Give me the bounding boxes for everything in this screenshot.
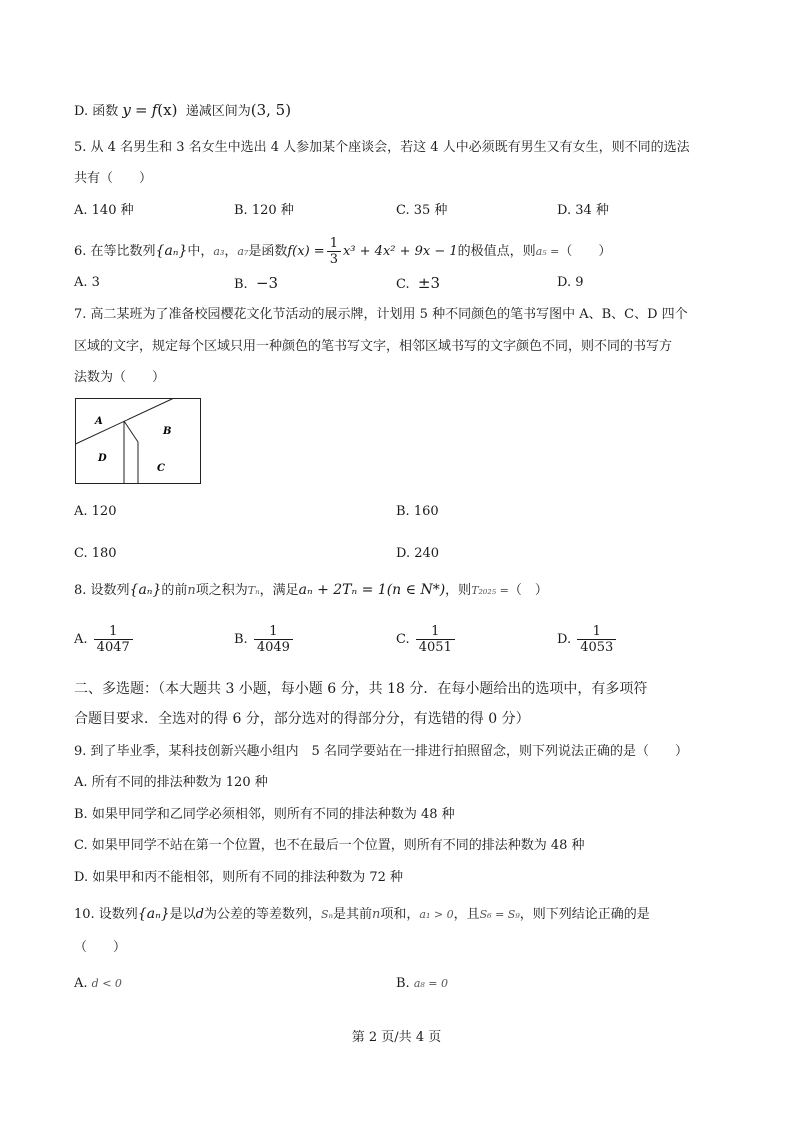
option-fraction <box>254 624 293 655</box>
region-label-d: D <box>98 453 107 464</box>
q8-text-2: 的前 <box>161 583 188 598</box>
region-label-b: B <box>163 426 172 437</box>
q10-option-b <box>396 975 448 993</box>
q10-text-6: ，且 <box>453 907 480 922</box>
q6-option-c <box>396 274 440 294</box>
math-y: y <box>122 101 131 119</box>
frac-denominator: 4047 <box>94 639 133 655</box>
q6-text-4: 的极值点，则 <box>457 244 536 259</box>
option-fraction <box>416 624 455 655</box>
region-diagram <box>75 398 203 486</box>
q5-option-a: A. 140 种 <box>74 203 134 218</box>
math-a7: a₇ <box>237 245 249 258</box>
q6-text-5: （ ） <box>559 244 612 259</box>
math-t2025: T₂₀₂₅ = <box>471 584 509 597</box>
q8-option-c <box>396 624 457 655</box>
option-value: a₈ = 0 <box>413 977 449 990</box>
q5-stem-line1: 5. 从 4 名男生和 3 名女生中选出 4 人参加某个座谈会，若这 4 人中必须既有男生又有女生，则不同的选法 <box>74 140 690 155</box>
q8-option-a <box>74 624 135 655</box>
q10-text-1: 10. 设数列 <box>74 907 138 922</box>
option-value: ±3 <box>417 274 441 292</box>
math-tn: Tₙ <box>247 584 260 597</box>
q8-text-5: ，则 <box>445 583 472 598</box>
math-n: n <box>187 583 196 598</box>
q9-option-d: D. 如果甲和丙不能相邻，则所有不同的排法种数为 72 种 <box>74 870 404 885</box>
section-heading-line2: 合题目要求．全选对的得 6 分，部分选对的得部分分，有选错的得 0 分） <box>74 711 530 727</box>
diagram-line-bc <box>124 421 138 442</box>
region-label-a: A <box>95 416 103 427</box>
option-label: B. <box>396 976 410 991</box>
math-a5: a₅ = <box>535 245 560 258</box>
q10-option-a <box>74 975 122 993</box>
math-seq: {aₙ} <box>129 582 162 598</box>
math-x: (x) <box>157 101 178 119</box>
q6-text-2: 中， <box>187 244 214 259</box>
math-f: f <box>151 101 158 119</box>
q8-stem <box>74 580 548 601</box>
option-fraction <box>94 624 133 655</box>
frac-numerator: 1 <box>329 236 338 251</box>
q5-option-c: C. 35 种 <box>396 203 448 218</box>
q6-option-b <box>234 274 278 294</box>
option-text: 递减区间为 <box>185 104 251 119</box>
frac-numerator: 1 <box>592 624 601 639</box>
q8-text-1: 8. 设数列 <box>74 583 130 598</box>
frac-denominator: 4051 <box>416 639 455 655</box>
q6-stem <box>74 236 611 267</box>
frac-numerator: 1 <box>109 624 118 639</box>
q5-option-b: B. 120 种 <box>234 203 294 218</box>
math-eq: = <box>135 101 148 119</box>
math-fx: f(x) = <box>287 244 325 259</box>
q6-text-1: 6. 在等比数列 <box>74 244 156 259</box>
q8-option-b <box>234 624 295 655</box>
q8-text-6: （ ） <box>508 583 548 598</box>
q10-text-4: 是其前 <box>333 907 373 922</box>
frac-numerator: 1 <box>269 624 278 639</box>
frac-denominator: 4049 <box>254 639 293 655</box>
q9-stem: 9. 到了毕业季，某科技创新兴趣小组内 5 名同学要站在一排进行拍照留念，则下列说法正确的是（ ） <box>74 744 688 759</box>
math-seq: {aₙ} <box>155 243 188 259</box>
frac-denominator: 4053 <box>577 639 616 655</box>
option-label: B. <box>234 632 248 647</box>
q7-option-a: A. 120 <box>74 504 117 519</box>
q7-stem-line2: 区域的文字，规定每个区域只用一种颜色的笔书写文字，相邻区域书写的文字颜色不同，则不同的书写方 <box>74 339 673 354</box>
q10-text-7: ，则下列结论正确的是 <box>519 907 650 922</box>
q10-text-3: 为公差的等差数列， <box>204 907 322 922</box>
option-label: A. <box>74 632 88 647</box>
q7-option-c: C. 180 <box>74 546 117 561</box>
option-label: B. <box>234 277 248 292</box>
option-label: A. <box>74 976 88 991</box>
q6-text-3: 是函数 <box>248 244 288 259</box>
q10-text-2: 是以 <box>169 907 196 922</box>
q8-text-4: ，满足 <box>259 583 299 598</box>
q8-option-d <box>557 624 618 655</box>
q7-option-b: B. 160 <box>396 504 439 519</box>
option-fraction <box>577 624 616 655</box>
math-n: n <box>372 907 381 922</box>
math-interval: (3, 5) <box>250 101 292 119</box>
q9-option-a: A. 所有不同的排法种数为 120 种 <box>74 775 268 790</box>
option-label: D. <box>557 632 572 647</box>
q10-text-5: 项和， <box>380 907 420 922</box>
math-condition: aₙ + 2Tₙ = 1(n ∈ N*) <box>298 582 446 598</box>
q10-stem-line2: （ ） <box>74 940 127 955</box>
q9-option-c: C. 如果甲同学不站在第一个位置，也不在最后一个位置，则所有不同的排法种数为 48 种 <box>74 838 585 853</box>
q9-option-b: B. 如果甲同学和乙同学必须相邻，则所有不同的排法种数为 48 种 <box>74 807 455 822</box>
frac-numerator: 1 <box>431 624 440 639</box>
q10-stem <box>74 904 650 925</box>
option-value: −3 <box>255 274 279 292</box>
math-a1: a₁ > 0 <box>419 908 454 921</box>
page-footer: 第 2 页/共 4 页 <box>351 1030 442 1045</box>
option-label: C. <box>396 277 410 292</box>
q8-text-3: 项之积为 <box>195 583 248 598</box>
q5-option-d: D. 34 种 <box>557 203 609 218</box>
region-label-c: C <box>157 463 165 474</box>
option-value: d < 0 <box>91 977 122 990</box>
section-heading-line1: 二、多选题：（本大题共 3 小题，每小题 6 分，共 18 分．在每小题给出的选项中，有多项符 <box>74 681 648 697</box>
q5-stem-line2: 共有（ ） <box>74 171 153 186</box>
q7-option-d: D. 240 <box>396 546 440 561</box>
math-poly: x³ + 4x² + 9x − 1 <box>342 244 458 259</box>
option-label: D. 函数 <box>74 104 119 119</box>
q6-comma: ， <box>224 244 238 259</box>
q6-option-d: D. 9 <box>557 275 584 290</box>
math-seq: {aₙ} <box>137 906 170 922</box>
frac-denominator: 3 <box>327 251 341 267</box>
q4-option-d <box>74 101 291 121</box>
math-sn: Sₙ <box>321 908 334 921</box>
q7-stem-line3: 法数为（ ） <box>74 370 166 385</box>
option-label: C. <box>396 632 410 647</box>
math-fraction <box>327 236 341 267</box>
q7-stem-line1: 7. 高二某班为了准备校园樱花文化节活动的展示牌，计划用 5 种不同颜色的笔书写图中 A、B、C、D 四个 <box>74 307 688 322</box>
math-condition: S₆ = S₉ <box>479 908 520 921</box>
q6-option-a: A. 3 <box>74 275 100 290</box>
math-d: d <box>195 907 204 922</box>
math-a3: a₃ <box>213 245 225 258</box>
